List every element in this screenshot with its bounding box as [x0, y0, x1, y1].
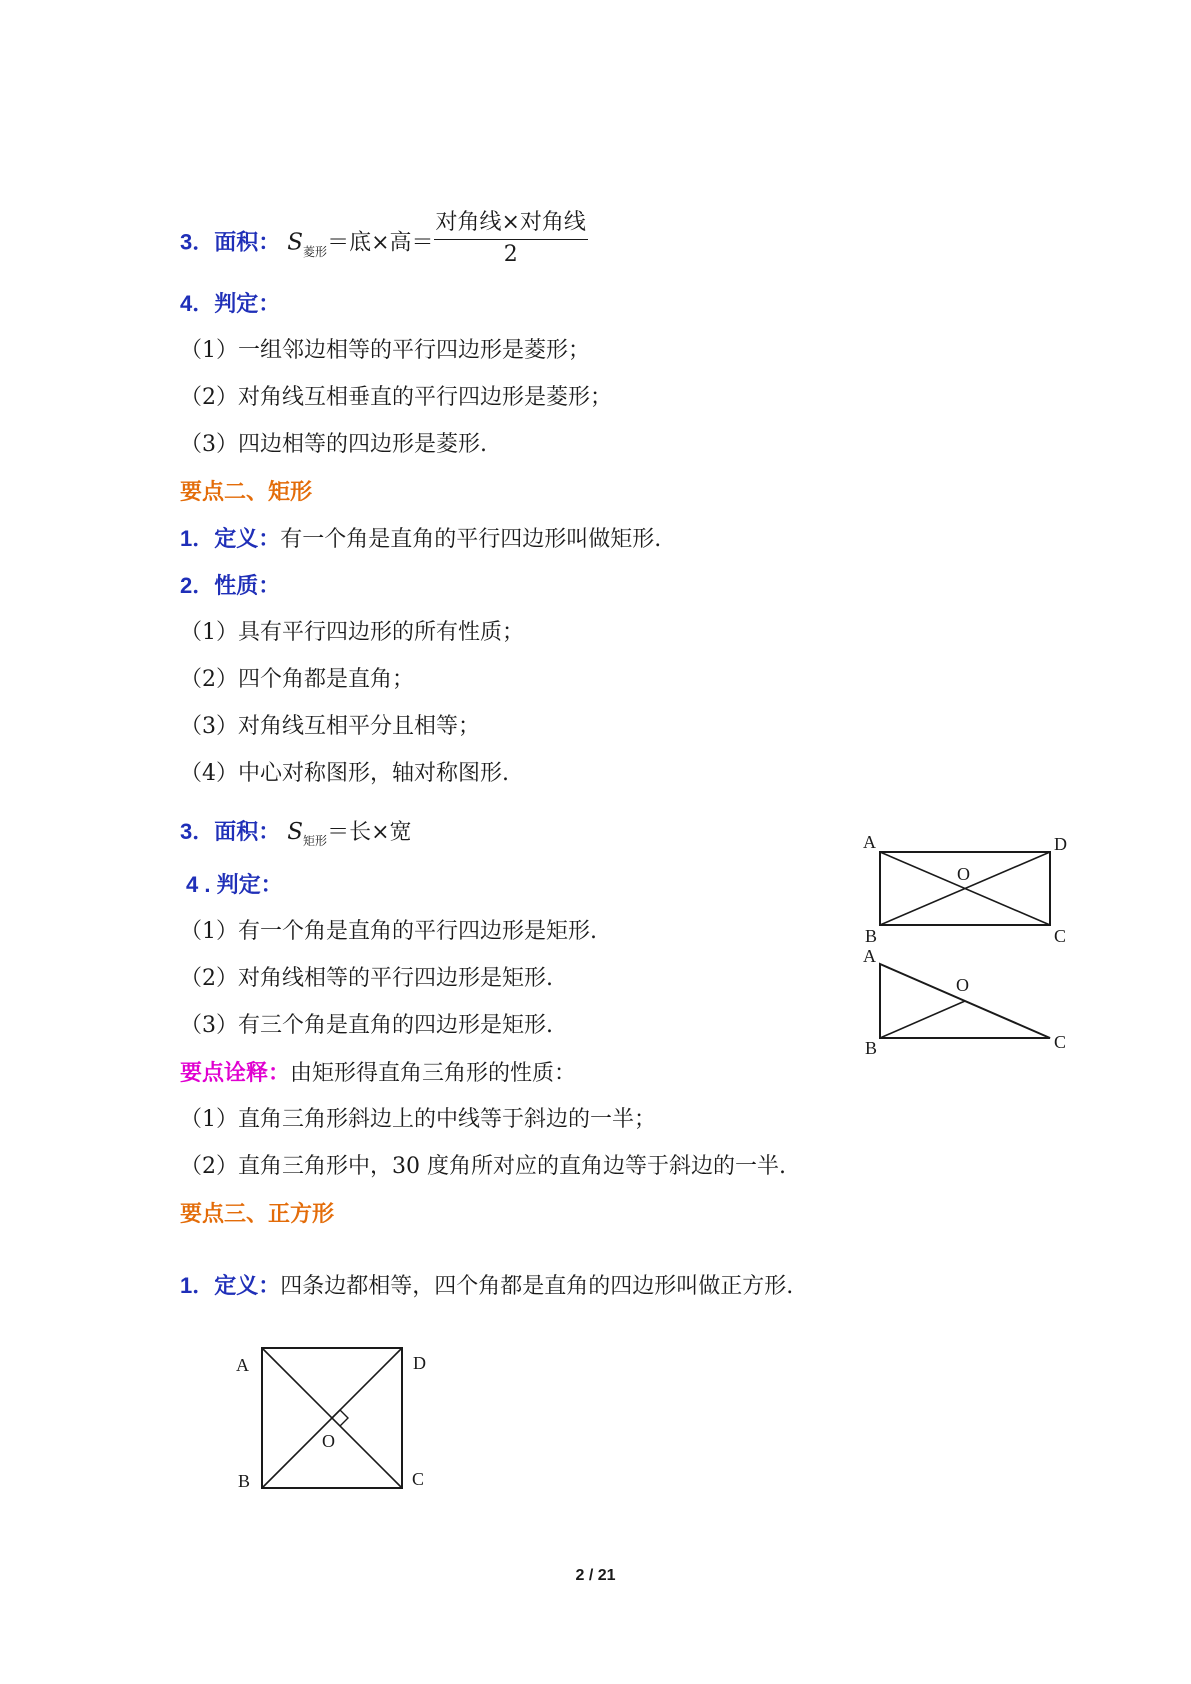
fraction-numerator: 对角线×对角线	[434, 209, 588, 240]
vertex-label-c: C	[1054, 1032, 1067, 1052]
number-dot: .	[198, 872, 217, 897]
rect-definition	[180, 524, 661, 555]
vertex-label-b: B	[865, 926, 878, 945]
rhombus-judge-heading	[180, 289, 280, 320]
center-label-o: O	[957, 864, 970, 884]
list-item: （3）四边相等的四边形是菱形.	[180, 432, 487, 457]
vertex-label-b: B	[865, 1038, 878, 1056]
area-symbol: S	[287, 819, 304, 845]
item-label: 性质：	[214, 573, 281, 599]
area-fraction	[434, 209, 588, 270]
list-item: （1）具有平行四边形的所有性质；	[180, 620, 524, 645]
rhombus-area-line	[180, 210, 588, 274]
section-heading-rectangle: 要点二、矩形	[180, 479, 313, 505]
number-dot: ．	[192, 573, 215, 598]
list-item: （4）中心对称图形，轴对称图形.	[180, 761, 509, 786]
list-item: （1）有一个角是直角的平行四边形是矩形.	[180, 919, 597, 944]
list-item: （2）对角线互相垂直的平行四边形是菱形；	[180, 385, 612, 410]
note-text: 由矩形得直角三角形的性质：	[290, 1061, 577, 1086]
list-item: （2）直角三角形中，30 度角所对应的直角边等于斜边的一半.	[180, 1154, 786, 1179]
vertex-label-a: A	[863, 832, 876, 852]
vertex-label-c: C	[412, 1469, 425, 1489]
center-label-o: O	[322, 1431, 335, 1451]
square-diagram	[230, 1335, 440, 1495]
item-label: 定义：	[214, 526, 281, 552]
item-number: 3	[180, 819, 193, 844]
area-expression: ＝底×高＝	[327, 230, 434, 256]
list-item: （1）直角三角形斜边上的中线等于斜边的一半；	[180, 1107, 656, 1132]
number-dot: ．	[192, 291, 215, 316]
fraction-denominator: 2	[503, 242, 518, 267]
item-number: 4	[186, 872, 199, 897]
section-heading-square: 要点三、正方形	[180, 1201, 335, 1227]
right-triangle-diagram	[860, 946, 1080, 1056]
item-number: 2	[180, 573, 193, 598]
vertex-label-a: A	[863, 946, 876, 966]
number-dot: ．	[192, 229, 215, 255]
list-item: （3）有三个角是直角的四边形是矩形.	[180, 1013, 553, 1038]
vertex-label-b: B	[238, 1471, 251, 1491]
number-dot: ．	[192, 1273, 215, 1298]
definition-text: 四条边都相等，四个角都是直角的四边形叫做正方形.	[280, 1274, 794, 1299]
right-angle-mark	[332, 1410, 348, 1426]
vertex-label-c: C	[1054, 926, 1067, 945]
vertex-label-d: D	[413, 1353, 426, 1373]
square-definition	[180, 1271, 793, 1302]
area-subscript: 矩形	[303, 834, 328, 848]
item-number: 3	[180, 229, 193, 255]
note-label: 要点诠释：	[180, 1060, 291, 1086]
item-label: 判定：	[214, 291, 281, 317]
number-dot: ．	[192, 526, 215, 551]
list-item: （1）一组邻边相等的平行四边形是菱形；	[180, 338, 590, 363]
page-number: 2 / 21	[575, 1567, 616, 1584]
item-label: 定义：	[214, 1273, 281, 1299]
area-subscript: 菱形	[303, 244, 328, 259]
median-bo	[880, 1001, 965, 1038]
item-number: 4	[180, 291, 193, 316]
area-expression: ＝长×宽	[327, 820, 412, 845]
rect-area-line	[180, 817, 412, 850]
item-label: 面积：	[214, 819, 281, 845]
number-dot: ．	[192, 819, 215, 844]
item-label: 面积：	[214, 229, 281, 256]
rect-judge-heading	[186, 870, 283, 901]
list-item: （2）对角线相等的平行四边形是矩形.	[180, 966, 553, 991]
vertex-label-a: A	[236, 1355, 249, 1375]
list-item: （2）四个角都是直角；	[180, 667, 414, 692]
rectangle-diagram	[860, 830, 1080, 945]
item-number: 1	[180, 1273, 193, 1298]
rect-properties-heading	[180, 571, 280, 602]
definition-text: 有一个角是直角的平行四边形叫做矩形.	[280, 527, 662, 552]
item-label: 判定：	[216, 872, 283, 898]
area-symbol: S	[287, 229, 304, 256]
rect-note-line	[180, 1058, 576, 1089]
list-item: （3）对角线互相平分且相等；	[180, 714, 480, 739]
midpoint-label-o: O	[956, 975, 969, 995]
vertex-label-d: D	[1054, 834, 1067, 854]
item-number: 1	[180, 526, 193, 551]
